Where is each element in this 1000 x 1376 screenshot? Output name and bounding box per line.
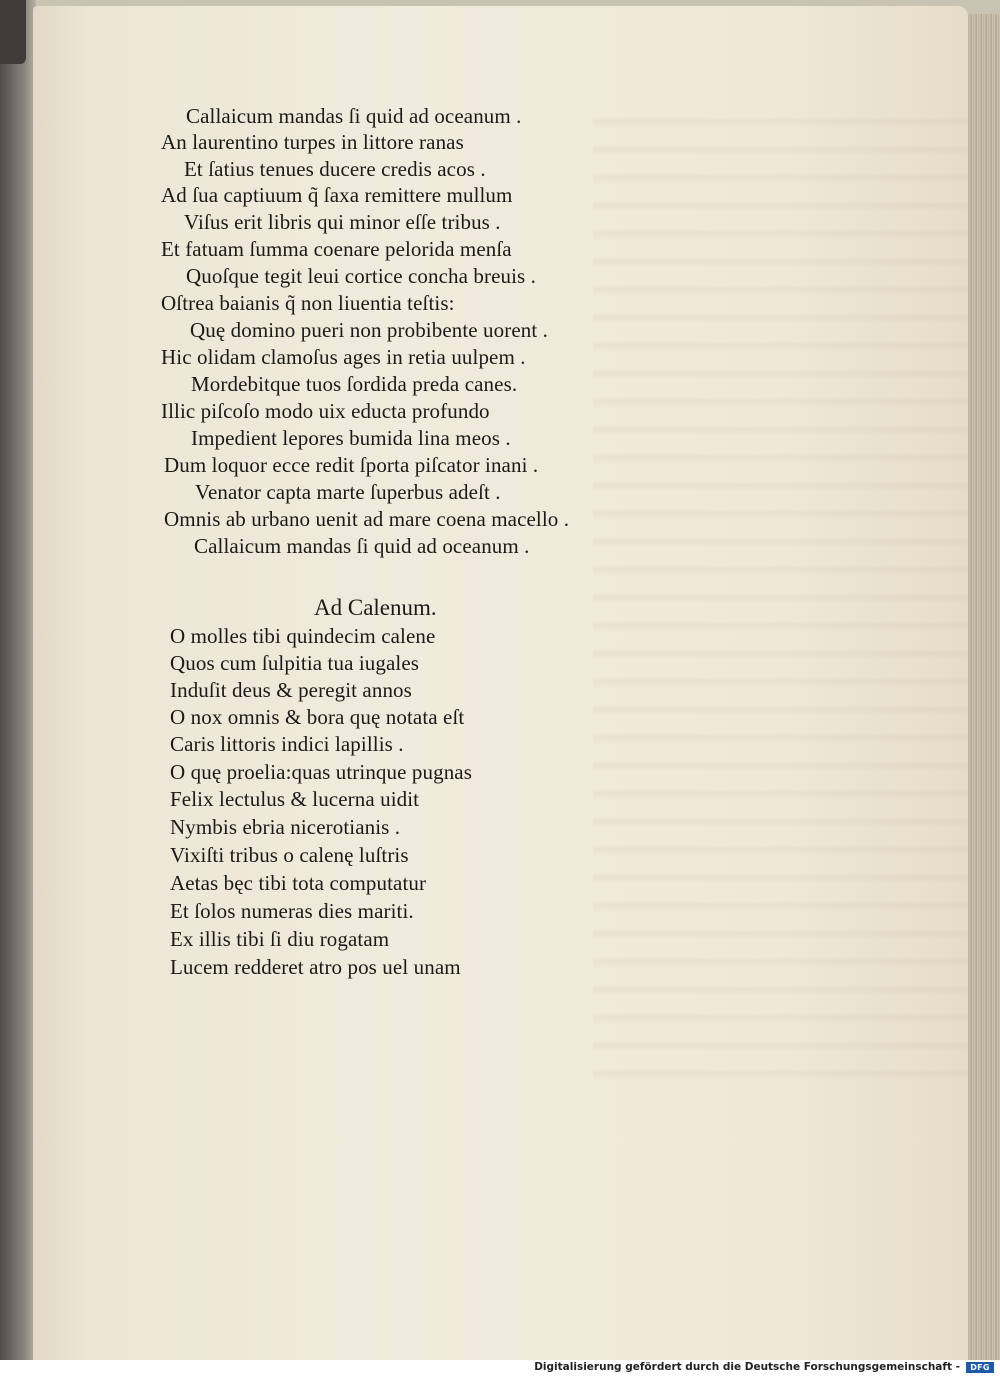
- poem-title: Ad Calenum.: [314, 595, 437, 620]
- poem-line: Et ſatius tenues ducere credis acos .: [184, 157, 486, 181]
- poem-line: Induſit deus & peregit annos: [170, 678, 412, 702]
- poem-line: O molles tibi quindecim calene: [170, 624, 436, 648]
- poem-line: Quos cum ſulpitia tua iugales: [170, 651, 420, 675]
- poem-line: Illic piſcoſo modo uix educta profundo: [161, 399, 490, 423]
- poem-line: Vixiſti tribus o calenę luſtris: [170, 843, 409, 867]
- poem-line: Quę domino pueri non probibente uorent .: [190, 318, 549, 342]
- poem-line: Mordebitque tuos ſordida preda canes.: [191, 372, 518, 396]
- poem-line: Venator capta marte ſuperbus adeſt .: [195, 480, 501, 504]
- poem-line: Dum loquor ecce redit ſporta piſcator inani .: [164, 453, 539, 477]
- dfg-logo-icon: DFG: [966, 1362, 994, 1373]
- digitization-footer: [0, 1360, 1000, 1376]
- poem-line: Et ſolos numeras dies mariti.: [170, 899, 414, 923]
- poem-line: Callaicum mandas ſi quid ad oceanum .: [186, 104, 522, 128]
- poem-line: Hic olidam clamoſus ages in retia uulpem .: [161, 345, 526, 369]
- poem-line: Caris littoris indici lapillis .: [170, 732, 404, 756]
- binding-clasp: [0, 0, 26, 64]
- poem-line: Ad ſua captiuum q̃ ſaxa remittere mullum: [161, 183, 513, 207]
- poem-line: Et fatuam ſumma coenare pelorida menſa: [161, 237, 512, 261]
- poem-line: Callaicum mandas ſi quid ad oceanum .: [194, 534, 530, 558]
- poem-line: Quoſque tegit leui cortice concha breuis .: [186, 264, 536, 288]
- poem-line: Omnis ab urbano uenit ad mare coena macello .: [164, 507, 570, 531]
- poem-line: O quę proelia:quas utrinque pugnas: [170, 760, 472, 784]
- poem-line: Viſus erit libris qui minor eſſe tribus .: [184, 210, 501, 234]
- poem-line: Lucem redderet atro pos uel unam: [170, 955, 461, 979]
- poem-line: Oſtrea baianis q̃ non liuentia teſtis:: [161, 291, 455, 315]
- poem-line: Impedient lepores bumida lina meos .: [191, 426, 511, 450]
- poem-line: Aetas bęc tibi tota computatur: [170, 871, 427, 895]
- book-binding: [0, 0, 36, 1360]
- poem-line: Ex illis tibi ſi diu rogatam: [170, 927, 390, 951]
- funding-credit: Digitalisierung gefördert durch die Deutsche Forschungsgemeinschaft -: [534, 1361, 960, 1373]
- poem-line: Felix lectulus & lucerna uidit: [170, 787, 420, 811]
- poem-line: An laurentino turpes in littore ranas: [161, 130, 464, 154]
- poem-line: Nymbis ebria nicerotianis .: [170, 815, 401, 839]
- show-through-text: [593, 101, 1000, 1091]
- page-edges: [968, 14, 1000, 1360]
- poem-line: O nox omnis & bora quę notata eſt: [170, 705, 465, 729]
